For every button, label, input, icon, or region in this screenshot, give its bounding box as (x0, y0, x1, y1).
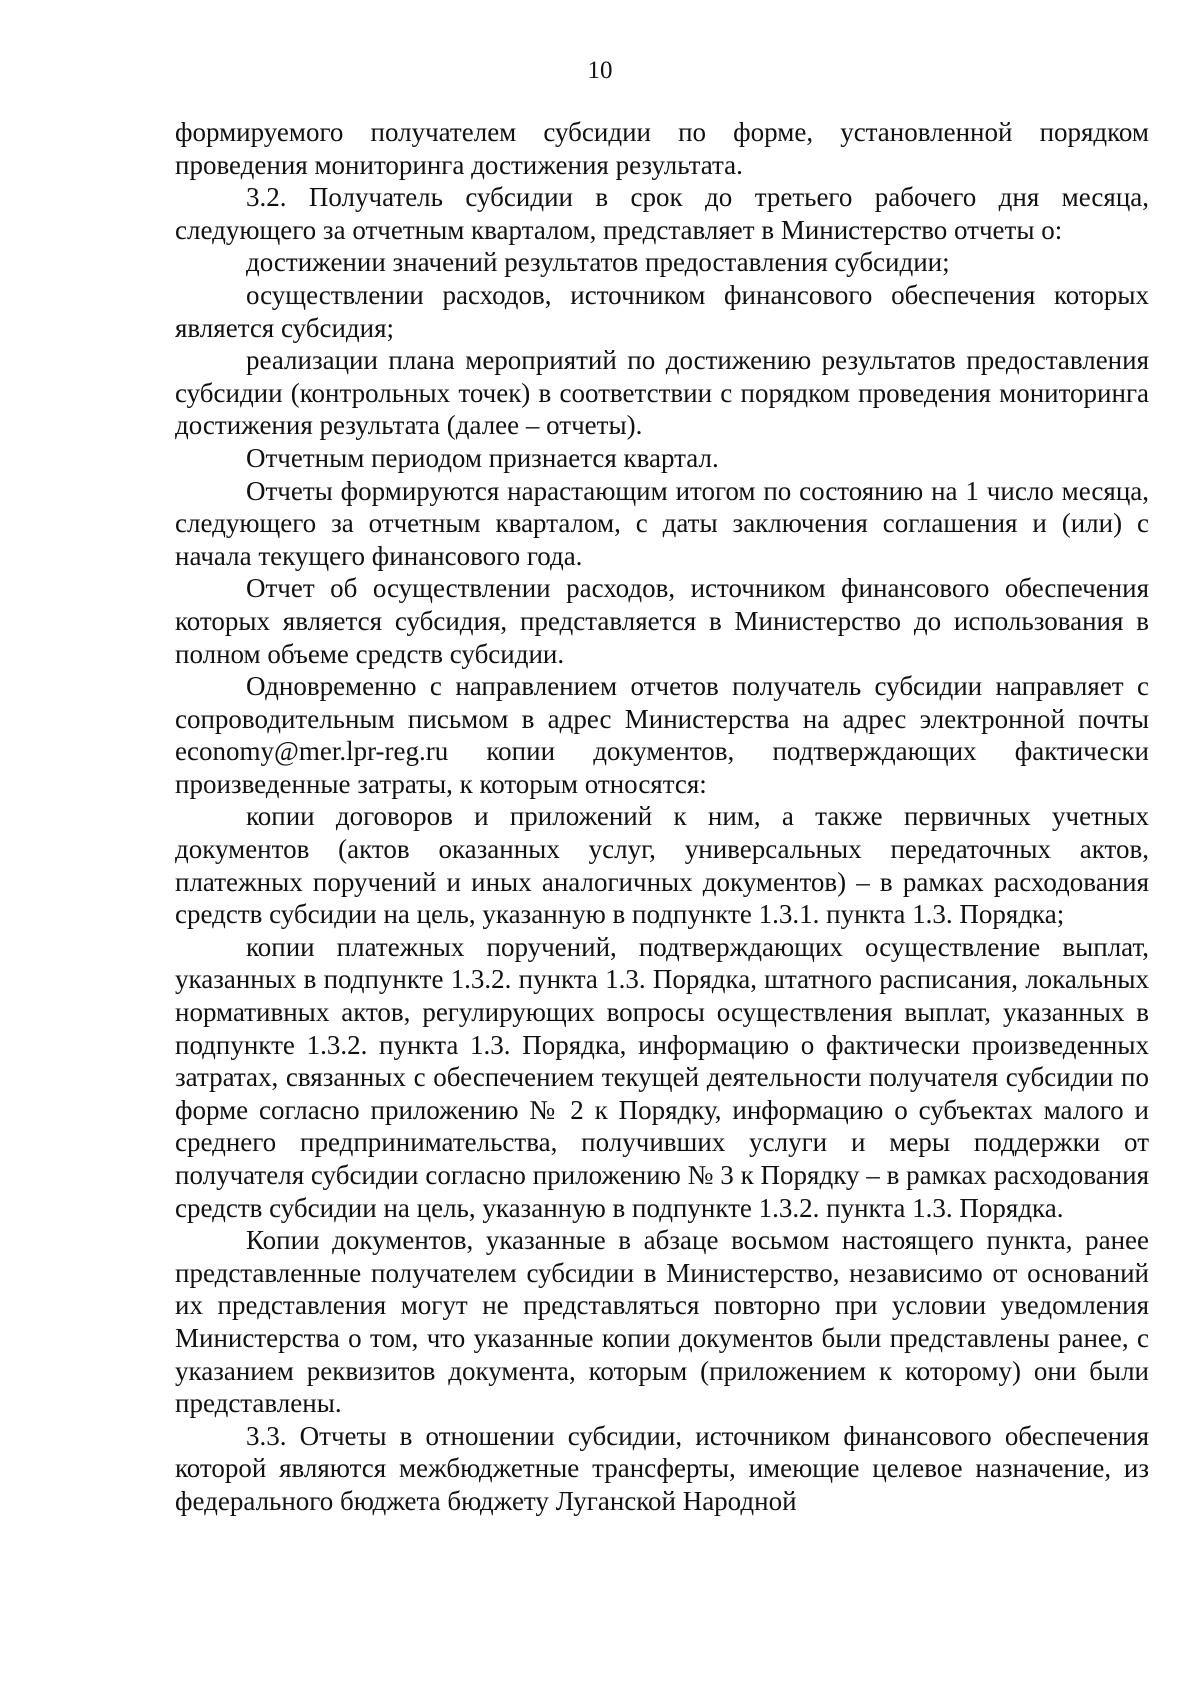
paragraph-reporting-period: Отчетным периодом признается квартал. (246, 442, 719, 473)
paragraph-report-plan: реализации плана мероприятий по достижению результатов предоставления субсидии (контрольных точек) в соответствии с порядком проведения мониторинга достижения результата (далее – отчеты). (175, 345, 1149, 441)
paragraph-previously-submitted: Копии документов, указанные в абзаце восьмом настоящего пункта, ранее представленные получателем субсидии в Министерство, независимо от оснований их представления могут не представляться повторно при условии уведомления Министерства о том, что указанные копии документов были представлены ранее, с указанием реквизитов документа, которым (приложением к которому) они были представлены. (175, 1225, 1149, 1419)
paragraph-report-results: достижении значений результатов предоставления субсидии; (246, 247, 950, 278)
paragraph-3-2: 3.2. Получатель субсидии в срок до третьего рабочего дня месяца, следующего за отчетным кварталом, представляет в Министерство отчеты о: (175, 182, 1149, 245)
paragraph-continuation: формируемого получателем субсидии по форме, установленной порядком проведения мониторинга достижения результата. (175, 117, 1149, 180)
paragraph-expense-report: Отчет об осуществлении расходов, источником финансового обеспечения которых является субсидия, представляется в Министерство до использования в полном объеме средств субсидии. (175, 573, 1149, 669)
document-body (175, 116, 1149, 1518)
paragraph-3-3: 3.3. Отчеты в отношении субсидии, источником финансового обеспечения которой являются межбюджетные трансферты, имеющие целевое назначение, из федерального бюджета бюджету Луганской Народной (175, 1420, 1149, 1516)
paragraph-copies-email: Одновременно с направлением отчетов получатель субсидии направляет с сопроводительным письмом в адрес Министерства на адрес электронной почты economy@mer.lpr-reg.ru копии документов, подтверждающих фактически произведенные затраты, к которым относятся: (175, 671, 1149, 799)
page-number: 10 (587, 57, 613, 84)
paragraph-cumulative: Отчеты формируются нарастающим итогом по состоянию на 1 число месяца, следующего за отчетным кварталом, с даты заключения соглашения и (или) с начала текущего финансового года. (175, 475, 1149, 571)
paragraph-report-expenses: осуществлении расходов, источником финансового обеспечения которых является субсидия; (175, 279, 1149, 343)
paragraph-copies-payments: копии платежных поручений, подтверждающих осуществление выплат, указанных в подпункте 1.3.2. пункта 1.3. Порядка, штатного расписания, локальных нормативных актов, регулирующих вопросы осуществления выплат, указанных в подпункте 1.3.2. пункта 1.3. Порядка, информацию о фактически произведенных затратах, связанных с обеспечением текущей деятельности получателя субсидии по форме согласно приложению № 2 к Порядку, информацию о субъектах малого и среднего предпринимательства, получивших услуги и меры поддержки от получателя субсидии согласно приложению № 3 к Порядку – в рамках расходования средств субсидии на цель, указанную в подпункте 1.3.2. пункта 1.3. Порядка. (175, 931, 1149, 1223)
paragraph-copies-contracts: копии договоров и приложений к ним, а также первичных учетных документов (актов оказанных услуг, универсальных передаточных актов, платежных поручений и иных аналогичных документов) – в рамках расходования средств субсидии на цель, указанную в подпункте 1.3.1. пункта 1.3. Порядка; (175, 801, 1149, 930)
